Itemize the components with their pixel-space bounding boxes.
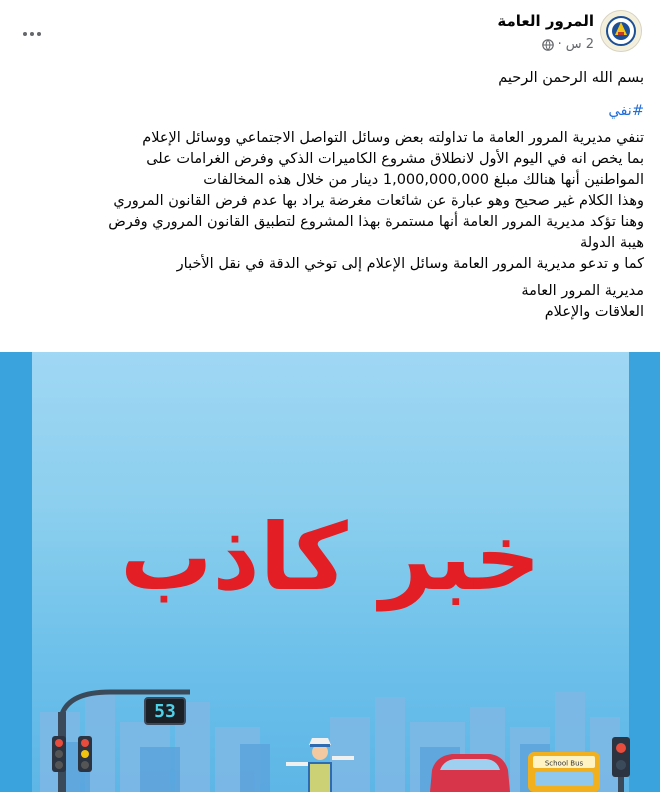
body-line: بما يخص انه في اليوم الأول لانطلاق مشروع الكاميرات الذكي وفرض الغرامات على [146,151,644,167]
body-line: تنفي مديرية المرور العامة ما تداولته بعض وسائل التواصل الاجتماعي ووسائل الإعلام [142,130,644,146]
body-line: وهنا تؤكد مديرية المرور العامة أنها مستمرة بهذا المشروع لتطبيق القانون المروري وفرض [108,214,644,230]
globe-icon [542,39,554,51]
more-options-button[interactable] [14,16,50,52]
signature-line: العلاقات والإعلام [544,304,644,320]
body-line: المواطنين أنها هنالك مبلغ 1,000,000,000 دينار من خلال هذه المخالفات [203,172,644,188]
more-dot [30,32,34,36]
post-text [16,68,644,323]
hashtag-link[interactable]: #نفي [608,103,644,119]
school-bus [528,752,600,792]
fake-news-headline: خبر كاذب [120,504,541,611]
signature-line: مديرية المرور العامة [521,283,644,299]
page-name[interactable]: المرور العامة [497,12,594,30]
traffic-directorate-logo-icon [601,11,641,51]
post-image[interactable] [0,352,660,792]
red-car [430,754,510,792]
post-header [0,0,660,64]
countdown-number: 53 [154,701,176,722]
post-time[interactable]: 2 س [565,37,594,52]
separator-dot: · [557,37,562,52]
body-line: وهذا الكلام غير صحيح وهو عبارة عن شائعات مغرضة يراد بها عدم فرض القانون المروري [113,193,644,209]
page-avatar[interactable] [600,10,642,52]
body-line: هيبة الدولة [579,235,644,251]
more-dots-icon [37,32,41,36]
body-line: كما و تدعو مديرية المرور العامة وسائل الإعلام إلى توخي الدقة في نقل الأخبار [176,256,644,272]
more-dot [23,32,27,36]
greeting-line: بسم الله الرحمن الرحيم [498,70,644,86]
post-meta [542,37,594,52]
bus-label: School Bus [544,759,584,768]
street-scene-illustration [0,352,660,792]
